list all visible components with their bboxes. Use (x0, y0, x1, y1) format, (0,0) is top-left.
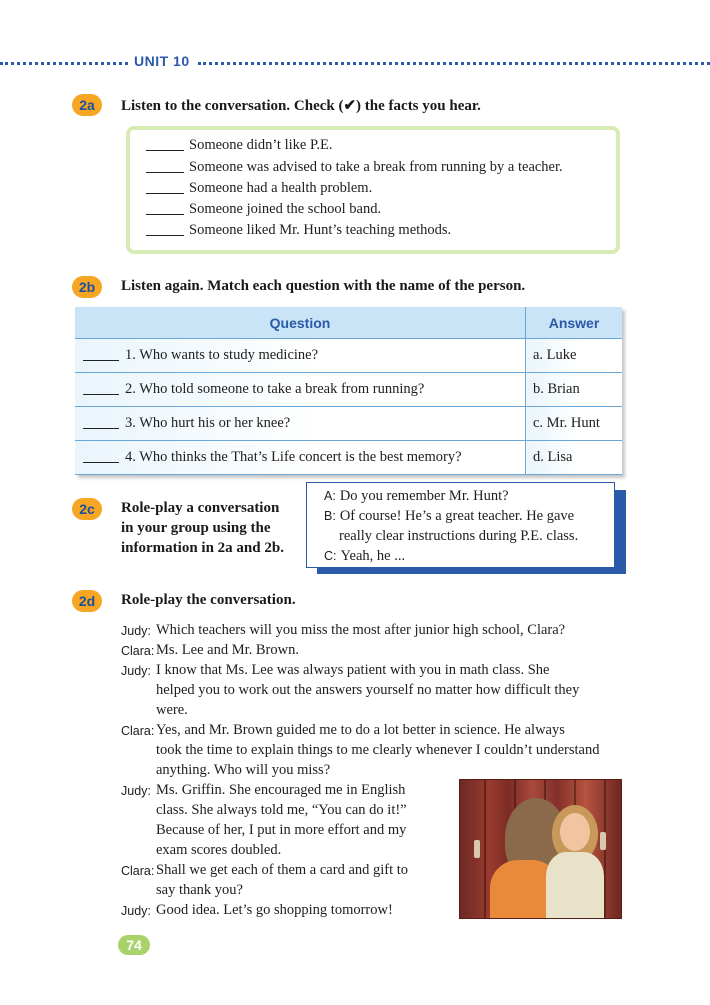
question-cell (75, 373, 526, 407)
dialogue-text: helped you to work out the answers yourself no matter how difficult they (156, 682, 580, 698)
speaker-label: Judy: (121, 664, 151, 678)
dialogue-text: Ms. Griffin. She encouraged me in English (156, 782, 406, 798)
dialogue-text: Do you remember Mr. Hunt? (339, 488, 509, 504)
header-dots-right (198, 62, 710, 65)
question-cell (75, 407, 526, 441)
answer-header: Answer (526, 307, 623, 339)
dialogue-text: were. (156, 702, 188, 718)
table-header-row (75, 307, 622, 339)
answer-cell: c. Mr. Hunt (526, 407, 623, 441)
page-number: 74 (118, 935, 150, 955)
dialogue-text: Because of her, I put in more effort and my (156, 822, 407, 838)
section-badge-2a: 2a (72, 94, 102, 116)
dialogue-text: took the time to explain things to me clearly whenever I couldn’t understand (156, 742, 600, 758)
fact-text: Someone joined the school band. (189, 201, 382, 217)
question-text: 1. Who wants to study medicine? (125, 347, 319, 363)
instruction-2a: Listen to the conversation. Check (✔) the facts you hear. (121, 98, 481, 114)
dialogue-text: Of course! He’s a great teacher. He gave (339, 508, 575, 524)
table-row (75, 407, 622, 441)
fact-text: Someone liked Mr. Hunt’s teaching methods. (189, 222, 452, 238)
dialogue-text: exam scores doubled. (156, 842, 282, 858)
speaker-label: C: (324, 549, 337, 563)
unit-title: UNIT 10 (134, 53, 190, 69)
dialogue-text: Shall we get each of them a card and gift to (156, 862, 409, 878)
dialogue-text: Yeah, he ... (340, 548, 406, 564)
answer-blank[interactable] (146, 214, 184, 215)
question-text: 3. Who hurt his or her knee? (125, 415, 291, 431)
answer-blank[interactable] (83, 428, 119, 429)
dialogue-text: really clear instructions during P.E. class. (339, 528, 579, 544)
instruction-2c-line: in your group using the (121, 520, 271, 536)
fact-item (146, 180, 372, 197)
instruction-2d: Role-play the conversation. (121, 592, 296, 608)
question-text: 2. Who told someone to take a break from running? (125, 381, 425, 397)
answer-blank[interactable] (83, 462, 119, 463)
speaker-label: Clara: (121, 864, 155, 878)
speaker-label: Judy: (121, 904, 151, 918)
dialogue-text: Ms. Lee and Mr. Brown. (156, 642, 299, 658)
question-cell (75, 441, 526, 475)
fact-text: Someone was advised to take a break from running by a teacher. (189, 159, 563, 175)
fact-item (146, 222, 451, 239)
fact-item (146, 201, 381, 218)
fact-item (146, 159, 563, 176)
answer-blank[interactable] (83, 360, 119, 361)
answer-blank[interactable] (146, 193, 184, 194)
table-row (75, 373, 622, 407)
students-photo (459, 779, 622, 919)
speaker-label: B: (324, 509, 336, 523)
fact-text: Someone had a health problem. (189, 180, 373, 196)
table-row (75, 339, 622, 373)
speaker-label: Clara: (121, 724, 155, 738)
dialogue-text: I know that Ms. Lee was always patient with you in math class. She (156, 662, 550, 678)
dialogue-line (324, 508, 574, 525)
speaker-label: Clara: (121, 644, 155, 658)
answer-cell: b. Brian (526, 373, 623, 407)
answer-blank[interactable] (146, 172, 184, 173)
speaker-label: Judy: (121, 784, 151, 798)
answer-blank[interactable] (83, 394, 119, 395)
instruction-2c-line: information in 2a and 2b. (121, 540, 284, 556)
table-row (75, 441, 622, 475)
instruction-2c-line: Role-play a conversation (121, 500, 280, 516)
dialogue-text: say thank you? (156, 882, 243, 898)
answer-blank[interactable] (146, 150, 184, 151)
dialogue-text: Good idea. Let’s go shopping tomorrow! (156, 902, 393, 918)
section-badge-2d: 2d (72, 590, 102, 612)
section-badge-2c: 2c (72, 498, 102, 520)
dialogue-text: anything. Who will you miss? (156, 762, 331, 778)
dialogue-line (324, 548, 405, 565)
dialogue-text: class. She always told me, “You can do it!” (156, 802, 407, 818)
fact-text: Someone didn’t like P.E. (189, 137, 333, 153)
speaker-label: A: (324, 489, 336, 503)
fact-item (146, 137, 333, 154)
question-text: 4. Who thinks the That’s Life concert is the best memory? (125, 449, 462, 465)
speaker-label: Judy: (121, 624, 151, 638)
dialogue-text: Which teachers will you miss the most after junior high school, Clara? (156, 622, 566, 638)
dialogue-line (339, 528, 578, 545)
answer-cell: d. Lisa (526, 441, 623, 475)
matching-table (75, 307, 622, 475)
instruction-2b: Listen again. Match each question with the name of the person. (121, 278, 526, 294)
answer-cell: a. Luke (526, 339, 623, 373)
section-badge-2b: 2b (72, 276, 102, 298)
question-cell (75, 339, 526, 373)
dialogue-text: Yes, and Mr. Brown guided me to do a lot better in science. He always (156, 722, 565, 738)
question-header: Question (75, 307, 526, 339)
dialogue-line (324, 488, 509, 505)
answer-blank[interactable] (146, 235, 184, 236)
header-dots-left (0, 62, 128, 65)
